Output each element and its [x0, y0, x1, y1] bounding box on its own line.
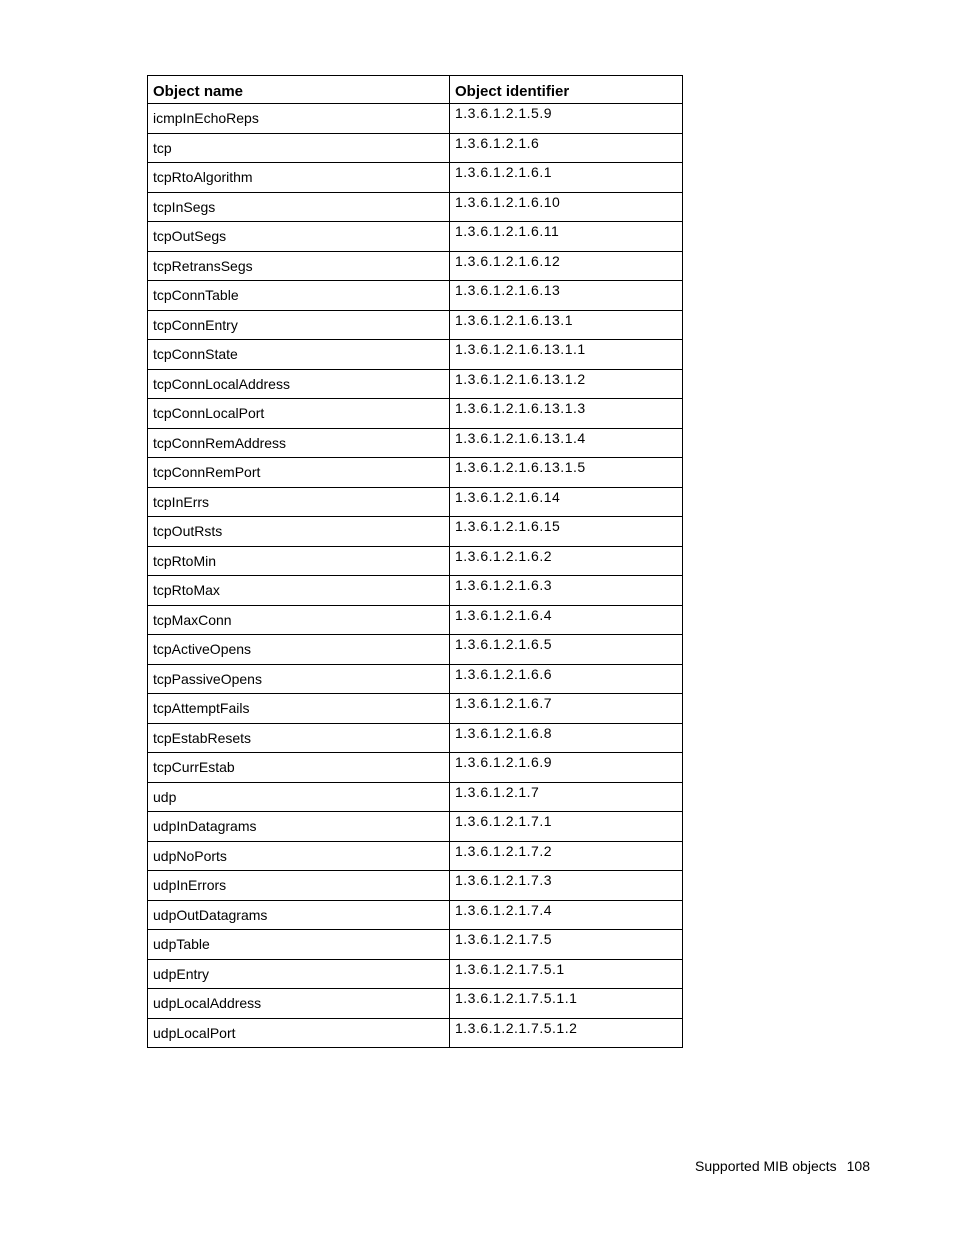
table-row — [148, 694, 683, 724]
table-row — [148, 369, 683, 399]
table-row — [148, 605, 683, 635]
object-identifier-cell: 1.3.6.1.2.1.6.13.1.3 — [450, 399, 683, 429]
table-row — [148, 959, 683, 989]
table-body — [148, 104, 683, 1048]
object-identifier-cell: 1.3.6.1.2.1.6.9 — [450, 753, 683, 783]
table-row — [148, 546, 683, 576]
object-name-cell: tcpEstabResets — [148, 723, 450, 753]
object-name-cell: udpLocalPort — [148, 1018, 450, 1048]
object-identifier-cell: 1.3.6.1.2.1.7.5.1.1 — [450, 989, 683, 1019]
object-name-cell: tcpMaxConn — [148, 605, 450, 635]
table-row — [148, 635, 683, 665]
table-row — [148, 340, 683, 370]
object-identifier-cell: 1.3.6.1.2.1.6.3 — [450, 576, 683, 606]
table-header-row — [148, 76, 683, 104]
table-row — [148, 900, 683, 930]
object-name-cell: tcpRetransSegs — [148, 251, 450, 281]
object-name-cell: tcpConnEntry — [148, 310, 450, 340]
object-identifier-cell: 1.3.6.1.2.1.6.13.1.4 — [450, 428, 683, 458]
table-row — [148, 576, 683, 606]
object-identifier-cell: 1.3.6.1.2.1.6.8 — [450, 723, 683, 753]
object-identifier-cell: 1.3.6.1.2.1.6.14 — [450, 487, 683, 517]
object-name-cell: udpInDatagrams — [148, 812, 450, 842]
table-row — [148, 251, 683, 281]
table-row — [148, 487, 683, 517]
table-row — [148, 930, 683, 960]
object-name-cell: tcpRtoMax — [148, 576, 450, 606]
object-identifier-cell: 1.3.6.1.2.1.6.13.1.2 — [450, 369, 683, 399]
object-identifier-cell: 1.3.6.1.2.1.6.1 — [450, 163, 683, 193]
object-identifier-cell: 1.3.6.1.2.1.6.13 — [450, 281, 683, 311]
object-identifier-cell: 1.3.6.1.2.1.5.9 — [450, 104, 683, 134]
object-identifier-cell: 1.3.6.1.2.1.6.13.1 — [450, 310, 683, 340]
object-name-cell: tcpConnState — [148, 340, 450, 370]
object-name-cell: tcpOutRsts — [148, 517, 450, 547]
mib-objects-table — [147, 75, 683, 1048]
object-name-cell: tcpInErrs — [148, 487, 450, 517]
table-row — [148, 458, 683, 488]
table-row — [148, 281, 683, 311]
page-number: 108 — [846, 1158, 870, 1174]
table-row — [148, 222, 683, 252]
object-name-cell: tcpConnLocalPort — [148, 399, 450, 429]
object-identifier-cell: 1.3.6.1.2.1.6.5 — [450, 635, 683, 665]
object-name-cell: tcpOutSegs — [148, 222, 450, 252]
object-name-cell: tcpConnRemAddress — [148, 428, 450, 458]
object-identifier-cell: 1.3.6.1.2.1.7.5.1.2 — [450, 1018, 683, 1048]
object-identifier-cell: 1.3.6.1.2.1.7.5 — [450, 930, 683, 960]
page-footer — [695, 1158, 870, 1174]
object-identifier-cell: 1.3.6.1.2.1.6.11 — [450, 222, 683, 252]
object-name-cell: tcpPassiveOpens — [148, 664, 450, 694]
object-identifier-cell: 1.3.6.1.2.1.7 — [450, 782, 683, 812]
table-row — [148, 399, 683, 429]
object-identifier-cell: 1.3.6.1.2.1.7.3 — [450, 871, 683, 901]
object-identifier-cell: 1.3.6.1.2.1.6.13.1.1 — [450, 340, 683, 370]
table-row — [148, 104, 683, 134]
object-name-cell: tcpConnLocalAddress — [148, 369, 450, 399]
table-row — [148, 1018, 683, 1048]
object-name-cell: tcpConnRemPort — [148, 458, 450, 488]
object-identifier-cell: 1.3.6.1.2.1.6.12 — [450, 251, 683, 281]
object-identifier-cell: 1.3.6.1.2.1.7.5.1 — [450, 959, 683, 989]
object-identifier-cell: 1.3.6.1.2.1.6.15 — [450, 517, 683, 547]
table-row — [148, 192, 683, 222]
object-name-cell: udpEntry — [148, 959, 450, 989]
table-row — [148, 517, 683, 547]
table-row — [148, 989, 683, 1019]
object-name-cell: udp — [148, 782, 450, 812]
table-row — [148, 163, 683, 193]
header-object-identifier: Object identifier — [450, 76, 683, 104]
object-name-cell: udpNoPorts — [148, 841, 450, 871]
object-name-cell: tcpCurrEstab — [148, 753, 450, 783]
object-identifier-cell: 1.3.6.1.2.1.7.4 — [450, 900, 683, 930]
table-row — [148, 841, 683, 871]
object-name-cell: tcpInSegs — [148, 192, 450, 222]
table-row — [148, 310, 683, 340]
object-name-cell: icmpInEchoReps — [148, 104, 450, 134]
object-identifier-cell: 1.3.6.1.2.1.6 — [450, 133, 683, 163]
header-object-name: Object name — [148, 76, 450, 104]
table-row — [148, 812, 683, 842]
table-row — [148, 428, 683, 458]
object-name-cell: udpOutDatagrams — [148, 900, 450, 930]
object-name-cell: udpInErrors — [148, 871, 450, 901]
object-name-cell: tcp — [148, 133, 450, 163]
object-identifier-cell: 1.3.6.1.2.1.6.10 — [450, 192, 683, 222]
object-name-cell: tcpRtoMin — [148, 546, 450, 576]
object-identifier-cell: 1.3.6.1.2.1.7.2 — [450, 841, 683, 871]
object-name-cell: tcpAttemptFails — [148, 694, 450, 724]
table-row — [148, 782, 683, 812]
footer-section-title: Supported MIB objects — [695, 1158, 837, 1174]
table-row — [148, 871, 683, 901]
table-row — [148, 664, 683, 694]
object-name-cell: tcpRtoAlgorithm — [148, 163, 450, 193]
object-name-cell: udpTable — [148, 930, 450, 960]
table-row — [148, 753, 683, 783]
table-row — [148, 723, 683, 753]
object-identifier-cell: 1.3.6.1.2.1.7.1 — [450, 812, 683, 842]
object-name-cell: tcpActiveOpens — [148, 635, 450, 665]
object-name-cell: tcpConnTable — [148, 281, 450, 311]
object-identifier-cell: 1.3.6.1.2.1.6.6 — [450, 664, 683, 694]
object-name-cell: udpLocalAddress — [148, 989, 450, 1019]
object-identifier-cell: 1.3.6.1.2.1.6.4 — [450, 605, 683, 635]
object-identifier-cell: 1.3.6.1.2.1.6.2 — [450, 546, 683, 576]
object-identifier-cell: 1.3.6.1.2.1.6.13.1.5 — [450, 458, 683, 488]
object-identifier-cell: 1.3.6.1.2.1.6.7 — [450, 694, 683, 724]
table-row — [148, 133, 683, 163]
